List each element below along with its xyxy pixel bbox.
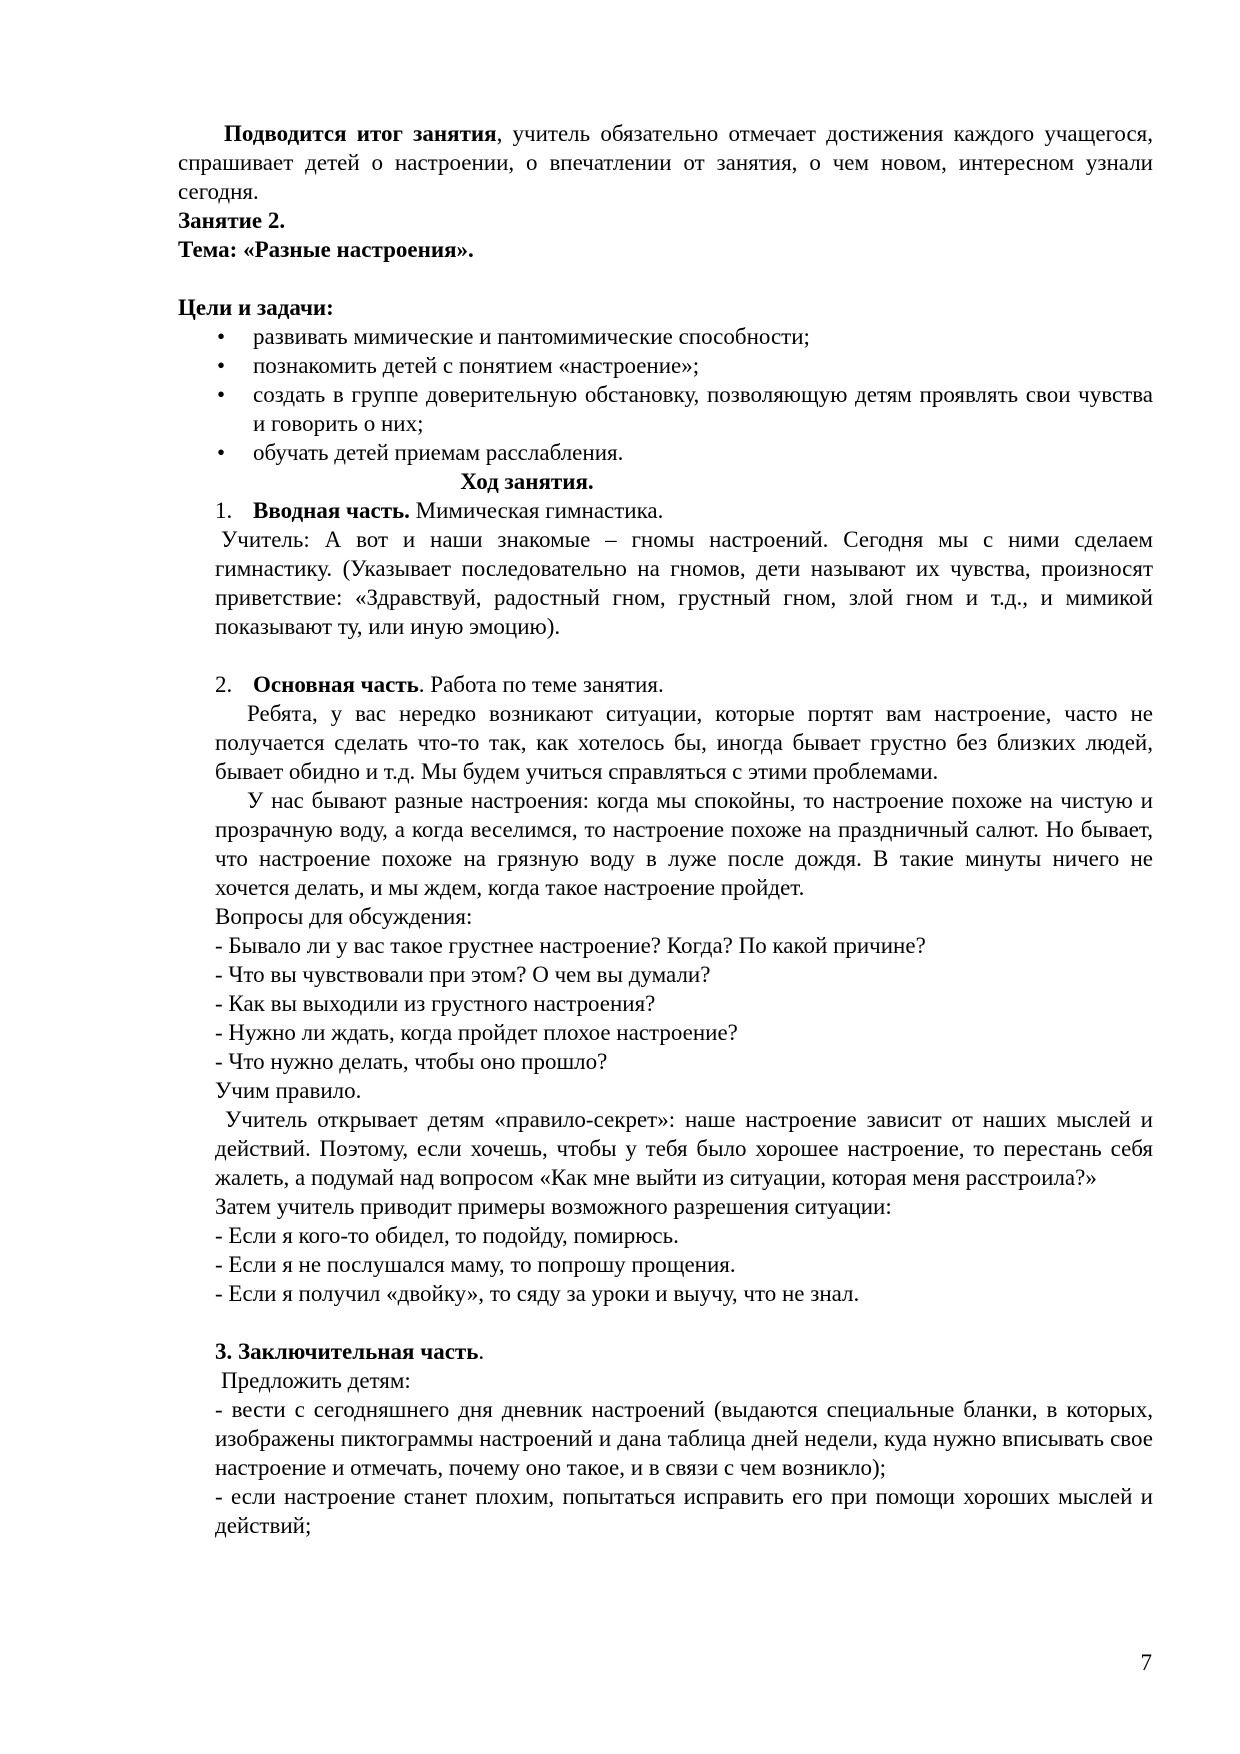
goal-list-item — [215, 351, 1153, 380]
goal-text: познакомить детей с понятием «настроение»; — [253, 353, 700, 378]
summary-lead-rest: , учитель обязательно отмечает достижения каждого учащегося, спрашивает детей о настроении, о впечатлении от занятия, о чем новом, интересном узнали сегодня. — [178, 121, 1154, 204]
goal-list-item — [215, 380, 1153, 438]
rule-paragraph: Учитель открывает детям «правило-секрет»: наше настроение зависит от наших мыслей и действий. Поэтому, если хочешь, чтобы у тебя было хорошее настроение, то перестань себя жалеть, а подумай над вопросом «Как мне выйти из ситуации, которая меня расстроила?» — [215, 1107, 1153, 1190]
bullet-marker: • — [217, 382, 226, 407]
goal-text: создать в группе доверительную обстановку, позволяющую детям проявлять свои чувства и говорить о них; — [253, 382, 1153, 436]
item-title-bold: Вводная часть. — [253, 498, 410, 523]
question-line: - Нужно ли ждать, когда пройдет плохое настроение? — [215, 1020, 738, 1045]
question-line: - Бывало ли у вас такое грустнее настроение? Когда? По какой причине? — [215, 933, 926, 958]
final-item: - если настроение станет плохим, попытаться исправить его при помощи хороших мыслей и действий; — [215, 1484, 1153, 1538]
summary-paragraph — [178, 119, 1153, 206]
theme-heading: Тема: «Разные настроения». — [178, 237, 474, 262]
example-line: - Если я кого-то обидел, то подойду, помирюсь. — [215, 1223, 679, 1248]
final-item: - вести с сегодняшнего дня дневник настроений (выдаются специальные бланки, в которых, изображены пиктограммы настроений и дана таблица дней недели, куда нужно вписывать свое настроение и отмечать, почему оно такое, и в связи с чем возникло); — [215, 1397, 1153, 1480]
questions-title: Вопросы для обсуждения: — [215, 904, 473, 929]
question-line: - Что вы чувствовали при этом? О чем вы думали? — [215, 962, 711, 987]
blank-line — [215, 641, 1153, 670]
item-title-bold: Основная часть — [253, 672, 419, 697]
summary-lead-bold: Подводится итог занятия — [224, 121, 497, 146]
item-title-rest: Мимическая гимнастика. — [409, 498, 664, 523]
final-heading-rest: . — [478, 1339, 485, 1364]
blank-line — [215, 1308, 1153, 1337]
goal-list-item — [215, 438, 1153, 467]
example-line: - Если я не послушался маму, то попрошу прощения. — [215, 1252, 736, 1277]
final-heading-bold: 3. Заключительная часть — [215, 1339, 479, 1364]
page-number: 7 — [1140, 1650, 1152, 1675]
body-section — [0, 322, 1240, 1540]
item-number: 2. — [215, 672, 233, 697]
rule-title: Учим правило. — [215, 1078, 362, 1103]
rebyata-paragraph: Ребята, у вас нередко возникают ситуации, которые портят вам настроение, часто не получается сделать что-то так, как хотелось бы, иногда бывает грустно без близких людей, бывает обидно и т.д. Мы будем учиться справляться с этими проблемами. — [215, 701, 1153, 784]
bullet-marker: • — [217, 324, 226, 349]
numbered-item-2 — [215, 670, 1153, 699]
bullet-marker: • — [217, 440, 226, 465]
goal-text: развивать мимические и пантомимические способности; — [253, 324, 810, 349]
goals-title: Цели и задачи: — [178, 295, 334, 320]
top-section — [0, 0, 1240, 322]
question-line: - Что нужно делать, чтобы оно прошло? — [215, 1049, 608, 1074]
numbered-item-1 — [215, 496, 1153, 525]
final-heading — [215, 1337, 1153, 1366]
goal-text: обучать детей приемам расслабления. — [253, 440, 624, 465]
moods-paragraph: У нас бывают разные настроения: когда мы спокойны, то настроение похоже на чистую и прозрачную воду, а когда веселимся, то настроение похоже на праздничный салют. Но бывает, что настроение похоже на грязную воду в луже после дождя. В такие минуты ничего не хочется делать, и мы ждем, когда такое настроение пройдет. — [215, 788, 1153, 900]
course-title: Ход занятия. — [460, 469, 594, 494]
item-number: 1. — [215, 498, 233, 523]
zatem-line: Затем учитель приводит примеры возможного разрешения ситуации: — [215, 1194, 892, 1219]
blank-line — [178, 264, 1153, 293]
bullet-marker: • — [217, 353, 226, 378]
predlozhit-line: Предложить детям: — [221, 1368, 411, 1393]
question-line: - Как вы выходили из грустного настроения? — [215, 991, 656, 1016]
example-line: - Если я получил «двойку», то сяду за уроки и выучу, что не знал. — [215, 1281, 860, 1306]
lesson-heading: Занятие 2. — [178, 208, 286, 233]
goal-list-item — [215, 322, 1153, 351]
teacher-paragraph: Учитель: А вот и наши знакомые – гномы настроений. Сегодня мы с ними сделаем гимнастику. (Указывает последовательно на гномов, дети называют их чувства, произносят приветствие: «Здравствуй, радостный гном, грустный гном, злой гном и т.д., и мимикой показывают ту, или иную эмоцию). — [215, 527, 1153, 639]
item-title-rest: . Работа по теме занятия. — [418, 672, 664, 697]
